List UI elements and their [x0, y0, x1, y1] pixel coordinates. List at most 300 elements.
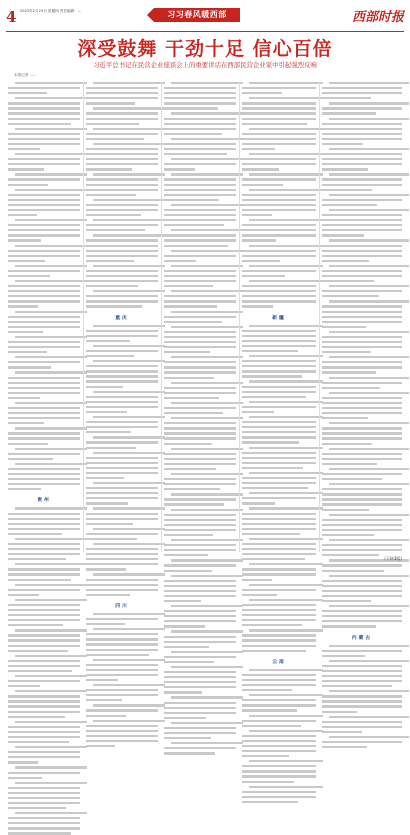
body-text-block [86, 265, 158, 288]
text-line [86, 431, 131, 433]
text-line [242, 436, 316, 438]
text-line [242, 699, 316, 701]
text-line [242, 133, 316, 135]
text-line [164, 371, 236, 373]
text-line [164, 336, 236, 338]
text-line [322, 153, 402, 155]
text-line [86, 715, 126, 717]
text-line [171, 158, 243, 160]
text-line [242, 735, 316, 737]
body-text-block [242, 669, 316, 692]
text-line [329, 118, 409, 120]
text-line [8, 695, 80, 697]
text-line [242, 589, 316, 591]
text-line [164, 275, 236, 277]
text-line [242, 285, 316, 287]
text-line [86, 467, 158, 469]
text-line [171, 539, 243, 541]
text-line [164, 483, 236, 485]
text-line [86, 148, 158, 150]
text-line [8, 660, 80, 662]
text-line [8, 326, 80, 328]
text-line [329, 660, 409, 662]
text-line [15, 219, 87, 221]
text-line [322, 361, 402, 363]
text-line [164, 270, 236, 272]
text-line [86, 102, 135, 104]
text-line [93, 659, 165, 661]
text-line [242, 781, 294, 783]
text-line [86, 401, 158, 403]
body-text-block [8, 507, 80, 535]
text-line [8, 361, 80, 363]
text-line [15, 97, 87, 99]
text-line [8, 407, 80, 409]
text-line [164, 590, 236, 592]
body-text-block [164, 651, 236, 663]
text-line [242, 178, 316, 180]
text-line [164, 478, 236, 480]
text-line [249, 173, 323, 175]
text-line [322, 580, 402, 582]
text-line [86, 513, 158, 515]
text-line [242, 431, 316, 433]
text-line [15, 82, 87, 84]
text-line [322, 229, 402, 231]
text-line [249, 715, 323, 717]
text-line [171, 666, 243, 668]
text-line [322, 620, 402, 622]
text-line [249, 584, 323, 586]
body-text-block [164, 356, 236, 379]
text-line [322, 250, 402, 252]
text-line [164, 351, 210, 353]
text-line [329, 239, 409, 241]
body-text-block [322, 331, 402, 354]
text-line [322, 509, 369, 511]
body-text-block [164, 539, 236, 556]
text-line [164, 641, 236, 643]
text-line [164, 717, 206, 719]
text-line [249, 219, 323, 221]
body-text-block [8, 189, 80, 217]
text-line [322, 443, 372, 445]
text-line [86, 178, 158, 180]
text-line [8, 609, 80, 611]
text-line [242, 360, 316, 362]
text-line [242, 645, 316, 647]
body-text-block [8, 402, 80, 425]
text-line [93, 107, 165, 109]
text-line [242, 290, 316, 292]
body-text-block [242, 153, 316, 170]
text-line [249, 786, 323, 788]
text-line [164, 224, 224, 226]
text-line [86, 305, 142, 307]
text-line [164, 747, 236, 749]
text-line [322, 382, 402, 384]
body-text-block [86, 704, 158, 716]
body-text-block [242, 786, 316, 803]
body-text-block [8, 265, 80, 277]
text-line [8, 250, 80, 252]
body-text-block [8, 356, 80, 368]
text-line [93, 684, 165, 686]
text-line [8, 143, 80, 145]
body-text-block [322, 645, 402, 657]
body-text-block [322, 194, 402, 206]
body-text-block [86, 528, 158, 540]
text-line [8, 797, 80, 799]
text-line [242, 765, 316, 767]
text-line [8, 711, 80, 713]
text-line [164, 321, 222, 323]
text-line [322, 544, 402, 546]
text-line [322, 675, 402, 677]
text-line [329, 173, 409, 175]
body-text-block [164, 290, 236, 307]
text-line [164, 519, 236, 521]
text-line [242, 720, 316, 722]
issue-info: 2023年2月23日 星期四 责任编辑：... [20, 9, 82, 13]
text-line [15, 675, 87, 677]
text-line [242, 801, 298, 803]
text-line [86, 214, 141, 216]
text-line [242, 639, 316, 641]
text-line [322, 412, 402, 414]
text-line [8, 792, 80, 794]
body-text-block [242, 599, 316, 627]
text-line [242, 370, 316, 372]
text-line [8, 817, 80, 819]
text-line [164, 97, 236, 99]
text-line [86, 87, 158, 89]
text-line [86, 664, 158, 666]
text-line [86, 558, 158, 560]
text-line [322, 143, 363, 145]
text-line [242, 138, 316, 140]
text-line [8, 468, 80, 470]
text-line [15, 782, 87, 784]
text-line [249, 401, 323, 403]
body-text-block [164, 575, 236, 603]
text-line [164, 437, 236, 439]
text-line [86, 270, 158, 272]
text-line [242, 518, 316, 520]
text-line [242, 674, 316, 676]
text-line [86, 300, 158, 302]
text-line [322, 311, 402, 313]
text-line [86, 330, 158, 332]
text-line [322, 214, 402, 216]
text-line [171, 204, 243, 206]
text-line [322, 224, 402, 226]
text-line [242, 497, 316, 499]
text-line [242, 594, 277, 596]
text-line [8, 685, 40, 687]
text-line [86, 239, 158, 241]
text-line [86, 553, 158, 555]
text-line [164, 549, 236, 551]
text-line [93, 173, 165, 175]
text-line [8, 209, 80, 211]
text-line [322, 255, 402, 257]
text-line [164, 412, 223, 414]
text-line [8, 199, 80, 201]
body-text-block [164, 250, 236, 262]
body-text-block [86, 452, 158, 480]
text-line [322, 463, 377, 465]
body-text-block [242, 584, 316, 596]
body-text-block [242, 538, 316, 561]
text-line [171, 559, 243, 561]
text-line [164, 656, 236, 658]
body-text-block [242, 189, 316, 217]
text-line [171, 173, 243, 175]
text-line [242, 441, 299, 443]
text-line [242, 573, 316, 575]
text-line [322, 685, 392, 687]
text-line [164, 610, 236, 612]
body-text-block [86, 543, 158, 571]
text-line [8, 87, 80, 89]
body-text-block [242, 219, 316, 242]
text-line [8, 285, 80, 287]
text-line [86, 250, 158, 252]
text-line [242, 796, 316, 798]
text-line [164, 498, 236, 500]
text-line [8, 665, 80, 667]
text-line [322, 275, 402, 277]
text-line [86, 92, 158, 94]
body-text-block [8, 584, 80, 596]
text-line [329, 690, 409, 692]
text-line [322, 371, 376, 373]
byline: 本报记者 …… [14, 73, 37, 77]
text-line [242, 604, 316, 606]
text-line [249, 538, 323, 540]
body-text-block [86, 128, 158, 140]
body-text-block [86, 613, 158, 625]
text-line [322, 746, 367, 748]
text-line [86, 194, 136, 196]
text-line [171, 473, 243, 475]
text-line [249, 189, 323, 191]
text-line [249, 153, 323, 155]
text-line [329, 82, 409, 84]
text-line [322, 245, 402, 247]
text-line [8, 346, 80, 348]
text-line [171, 311, 243, 313]
text-line [8, 523, 80, 525]
text-line [15, 265, 87, 267]
text-line [322, 366, 402, 368]
text-line [8, 118, 80, 120]
text-line [86, 745, 115, 747]
text-line [86, 138, 144, 140]
text-line [249, 97, 323, 99]
text-line [86, 153, 158, 155]
text-line [164, 595, 236, 597]
text-line [86, 406, 158, 408]
text-line [164, 503, 224, 505]
text-line [164, 752, 215, 754]
text-line [93, 290, 165, 292]
body-text-block [86, 573, 158, 596]
text-line [164, 732, 236, 734]
text-line [329, 377, 409, 379]
article-column-1 [8, 82, 80, 544]
text-line [242, 345, 316, 347]
text-line [164, 636, 236, 638]
text-line [242, 239, 276, 241]
text-line [322, 270, 402, 272]
body-text-block [322, 173, 402, 190]
text-line [242, 533, 300, 535]
text-line [164, 118, 236, 120]
body-text-block [322, 605, 402, 628]
text-line [15, 812, 87, 814]
text-line [242, 406, 316, 408]
text-line [242, 740, 316, 742]
text-line [8, 518, 80, 520]
text-line [164, 107, 218, 109]
text-line [322, 199, 402, 201]
body-text-block [8, 173, 80, 185]
text-line [329, 102, 409, 104]
text-line [322, 346, 402, 348]
text-line [329, 265, 409, 267]
text-line [8, 123, 71, 125]
text-line [164, 123, 236, 125]
text-line [164, 432, 236, 434]
text-line [242, 270, 316, 272]
body-text-block [242, 447, 316, 470]
text-line [322, 87, 402, 89]
text-line [15, 427, 87, 429]
text-line [8, 832, 71, 834]
body-text-block [86, 173, 158, 196]
text-line [86, 533, 158, 535]
body-text-block [242, 97, 316, 125]
body-text-block [8, 280, 80, 308]
body-text-block [8, 721, 80, 744]
text-line [86, 386, 123, 388]
text-line [322, 168, 368, 170]
text-line [8, 741, 69, 743]
text-line [322, 570, 384, 572]
body-text-block [164, 509, 236, 537]
text-line [86, 447, 136, 449]
text-line [322, 549, 402, 551]
text-line [249, 669, 323, 671]
text-line [242, 234, 316, 236]
text-line [93, 573, 165, 575]
text-line [242, 462, 316, 464]
body-text-block [322, 660, 402, 688]
text-line [322, 112, 376, 114]
text-line [242, 194, 316, 196]
text-line [164, 671, 236, 673]
text-line [242, 548, 316, 550]
body-text-block [8, 153, 80, 170]
text-line [8, 417, 80, 419]
body-text-block [322, 265, 402, 282]
text-line [15, 629, 87, 631]
body-text-block [8, 427, 80, 444]
text-line [86, 477, 124, 479]
text-line [86, 735, 158, 737]
body-text-block [242, 401, 316, 413]
text-line [93, 82, 165, 84]
text-line [322, 305, 402, 307]
text-line [322, 726, 402, 728]
body-text-block [8, 336, 80, 353]
text-line [322, 260, 369, 262]
text-line [86, 502, 128, 504]
body-text-block [86, 720, 158, 748]
text-line [8, 731, 80, 733]
text-line [242, 340, 316, 342]
text-line [164, 712, 236, 714]
text-line [242, 477, 316, 479]
body-text-block [322, 209, 402, 237]
text-line [322, 437, 402, 439]
body-text-block [164, 265, 236, 288]
text-line [8, 645, 80, 647]
text-line [171, 326, 243, 328]
body-text-block [86, 482, 158, 505]
text-line [329, 468, 409, 470]
text-line [329, 300, 409, 302]
text-line [8, 807, 66, 809]
text-line [322, 453, 402, 455]
text-line [8, 579, 71, 581]
section-title: 贵州 [37, 498, 51, 504]
text-line [8, 290, 80, 292]
text-line [164, 397, 219, 399]
text-line [164, 564, 236, 566]
text-line [164, 691, 202, 693]
text-line [249, 472, 323, 474]
body-text-block [8, 448, 80, 460]
text-line [15, 690, 87, 692]
text-line [164, 676, 236, 678]
text-line [164, 194, 236, 196]
text-line [164, 245, 228, 247]
text-line [329, 148, 409, 150]
text-line [164, 239, 236, 241]
text-line [322, 554, 379, 556]
text-line [93, 452, 165, 454]
text-line [8, 513, 80, 515]
text-line [93, 345, 165, 347]
text-line [322, 524, 402, 526]
text-line [15, 173, 87, 175]
text-line [15, 563, 87, 565]
text-line [164, 295, 236, 297]
text-line [15, 599, 87, 601]
body-text-block [86, 199, 158, 216]
text-line [322, 219, 402, 221]
text-line [322, 670, 402, 672]
text-line [86, 694, 158, 696]
body-text-block [8, 629, 80, 652]
text-line [86, 563, 158, 565]
text-line [242, 300, 316, 302]
text-line [86, 568, 126, 570]
body-text-block [322, 422, 402, 445]
